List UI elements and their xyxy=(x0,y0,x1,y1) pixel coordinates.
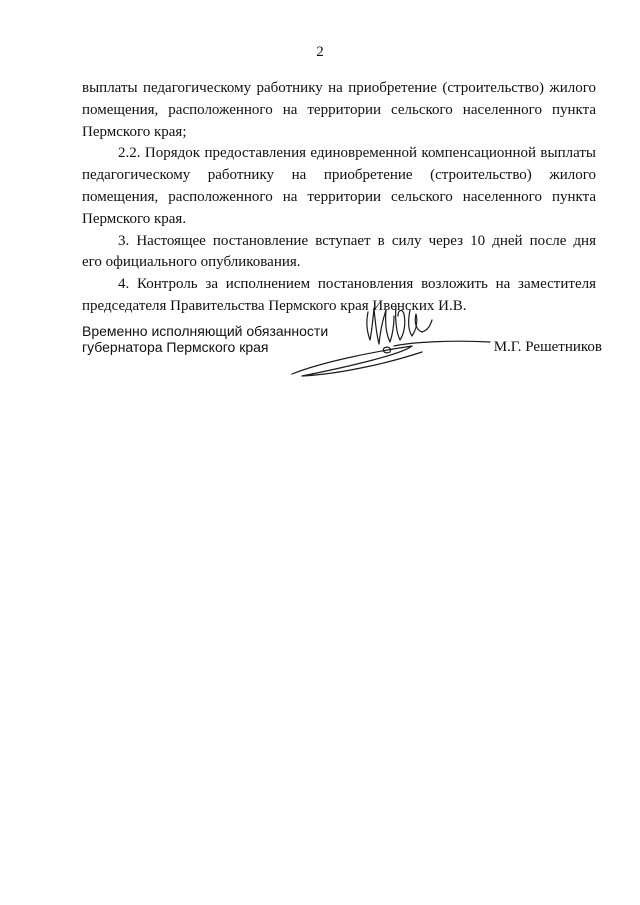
text-line: его официального опубликования. xyxy=(82,254,301,271)
text-line: педагогическому работнику на приобретение (строительство) жилого xyxy=(82,167,596,184)
document-body xyxy=(82,78,596,318)
text-line: Пермского края; xyxy=(82,123,187,140)
position-line: губернатора Пермского края xyxy=(82,339,269,355)
paragraph-1-continuation xyxy=(82,78,596,143)
position-line: Временно исполняющий обязанности xyxy=(82,323,329,339)
paragraph-3 xyxy=(82,231,596,275)
text-line: 4. Контроль за исполнением постановления возложить на заместителя xyxy=(118,276,596,293)
handwritten-signature xyxy=(282,300,502,382)
text-line: 2.2. Порядок предоставления единовременной компенсационной выплаты xyxy=(118,145,596,162)
text-line: помещения, расположенного на территории сельского населенного пункта xyxy=(82,188,596,205)
text-line: 3. Настоящее постановление вступает в силу через 10 дней после дня xyxy=(118,232,596,249)
page-number: 2 xyxy=(316,44,324,60)
paragraph-2-2 xyxy=(82,143,596,230)
text-line: выплаты педагогическому работнику на приобретение (строительство) жилого xyxy=(82,80,596,96)
text-line: председателя Правительства Пермского края Ивенских И.В. xyxy=(82,297,467,314)
signatory-name: М.Г. Решетников xyxy=(493,339,602,355)
signature-block xyxy=(82,323,602,383)
text-line: Пермского края. xyxy=(82,210,187,227)
text-line: помещения, расположенного на территории сельского населенного пункта xyxy=(82,101,596,118)
